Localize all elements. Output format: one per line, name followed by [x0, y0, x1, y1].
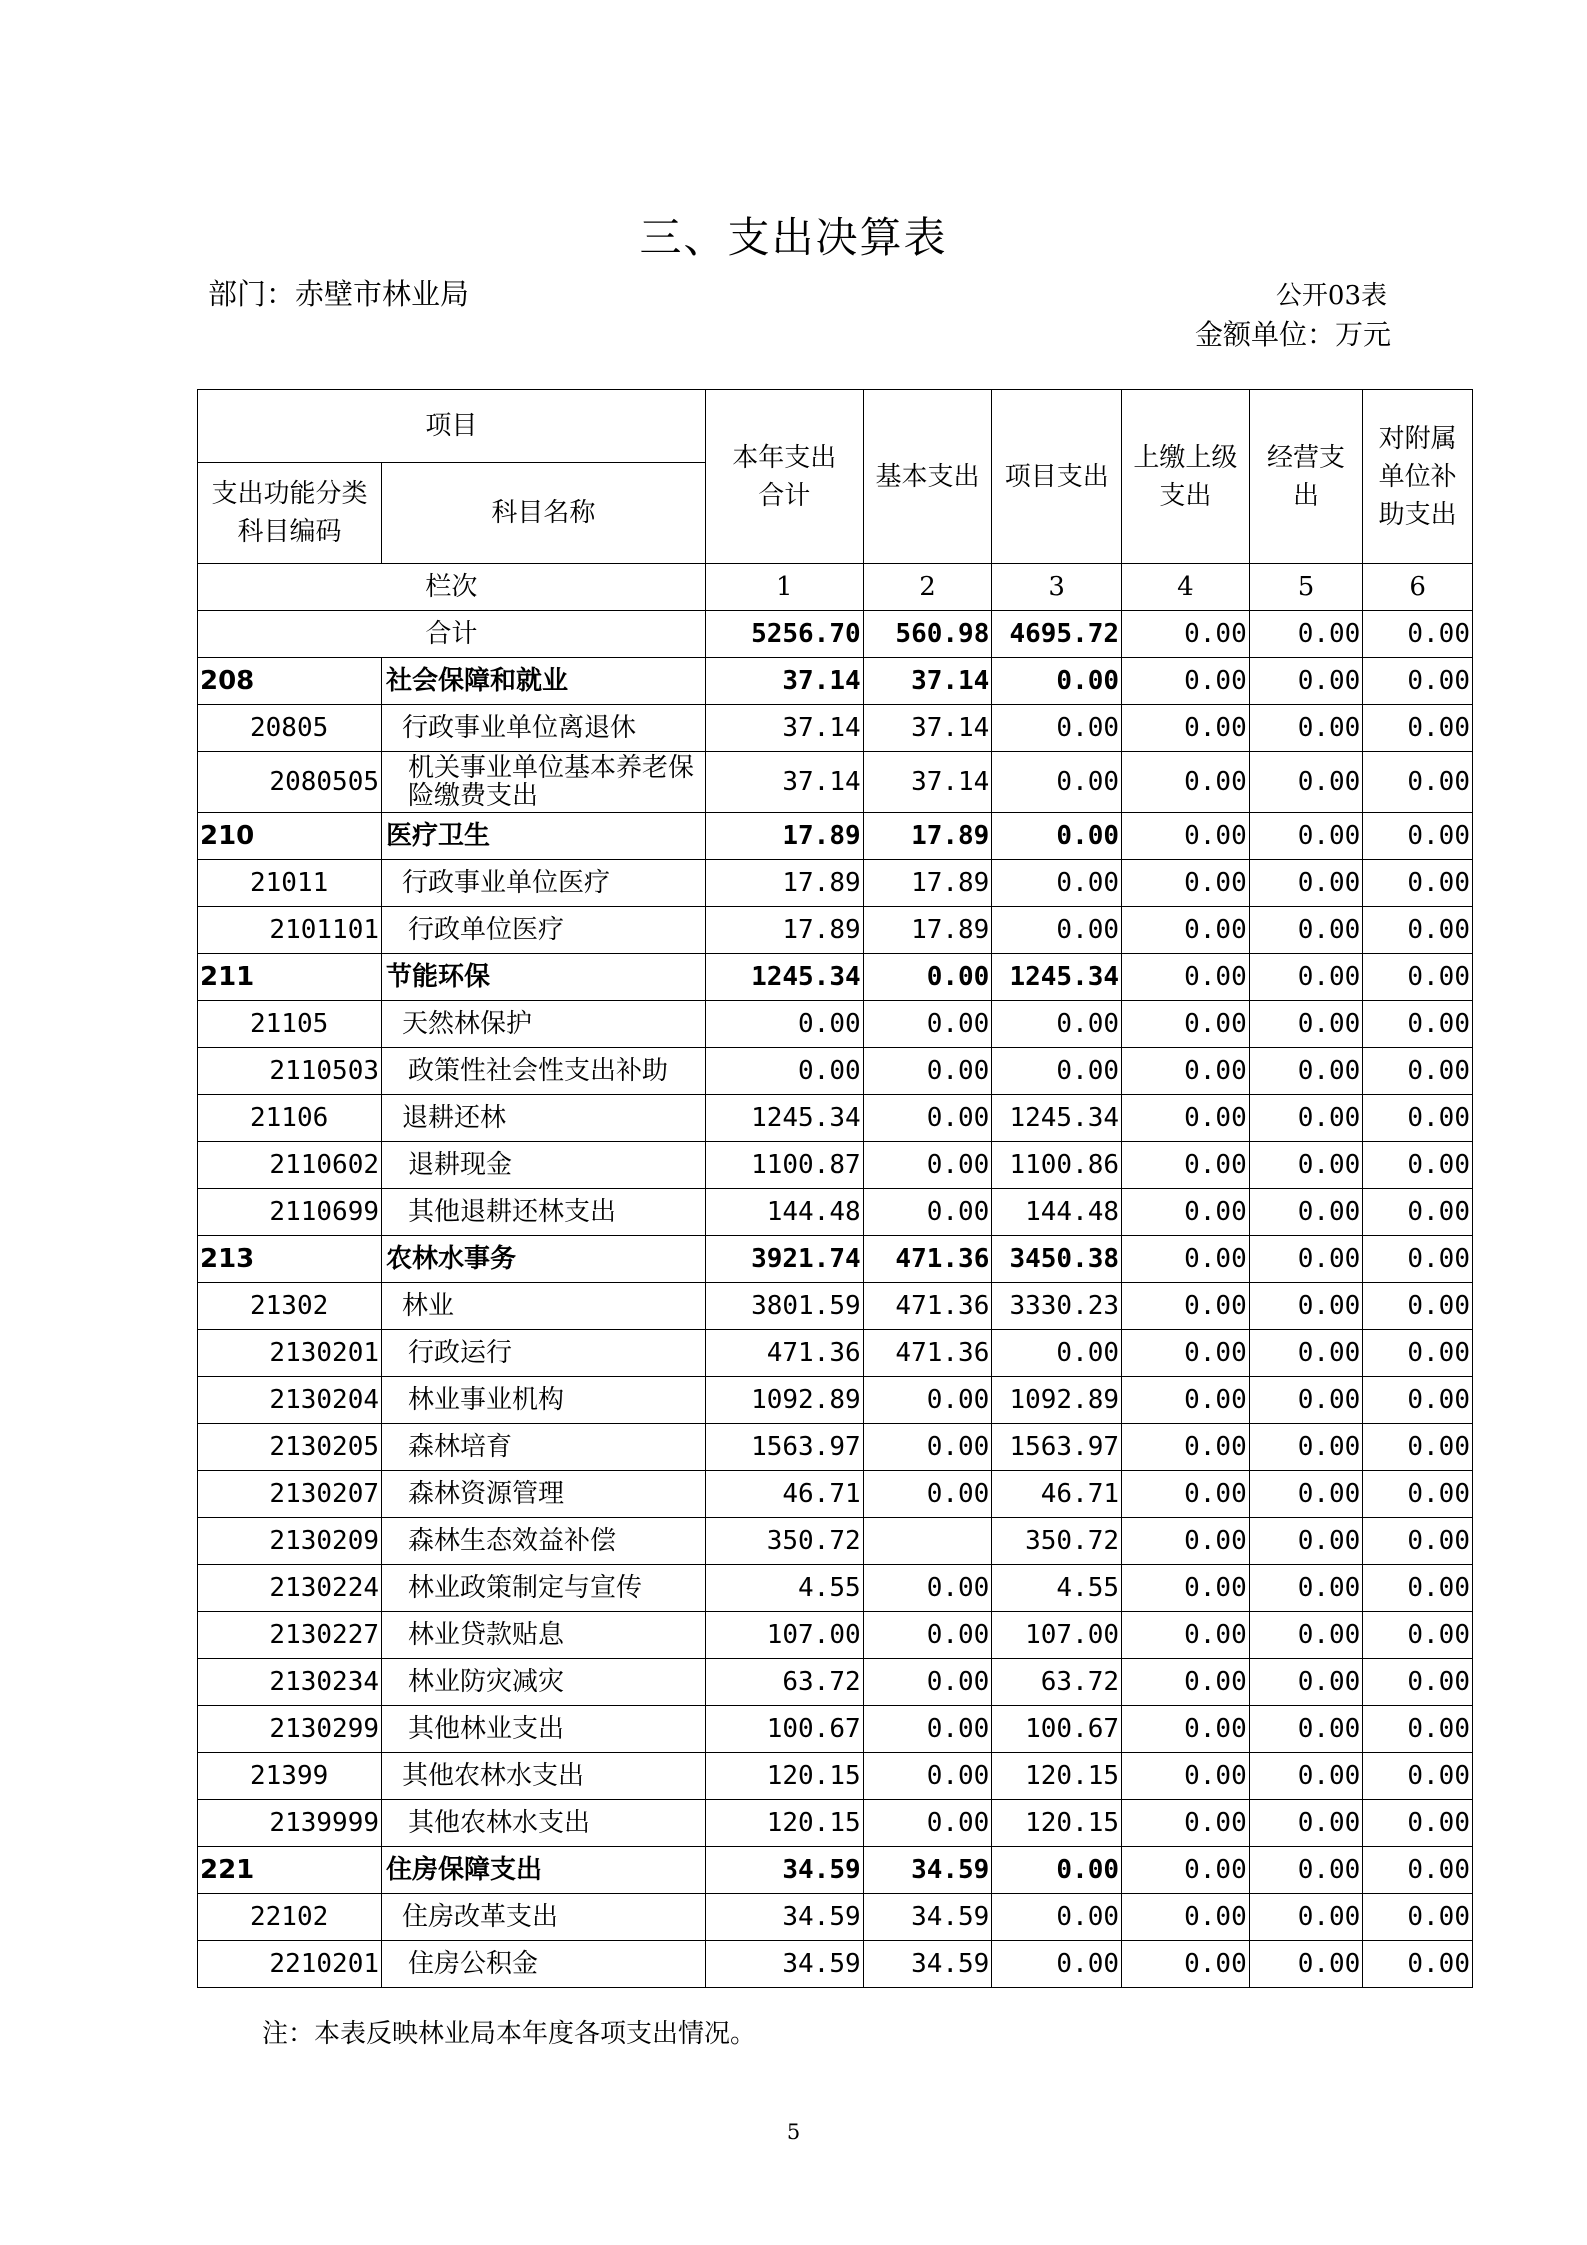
row-value: 0.00	[992, 1001, 1122, 1048]
row-value: 0.00	[1249, 954, 1363, 1001]
row-value: 1092.89	[992, 1377, 1122, 1424]
row-value: 0.00	[1363, 954, 1473, 1001]
row-value: 471.36	[863, 1236, 992, 1283]
row-code: 21302	[198, 1283, 382, 1330]
row-code: 21011	[198, 860, 382, 907]
table-note: 注：本表反映林业局本年度各项支出情况。	[262, 2019, 757, 2049]
row-value: 34.59	[705, 1894, 863, 1941]
row-name: 林业	[382, 1283, 706, 1330]
row-value: 34.59	[705, 1847, 863, 1894]
row-value: 0.00	[1249, 1800, 1363, 1847]
table-row	[198, 1001, 1473, 1048]
row-value: 0.00	[992, 1847, 1122, 1894]
column-number: 3	[992, 564, 1122, 611]
row-value: 0.00	[863, 1001, 992, 1048]
row-value: 471.36	[705, 1330, 863, 1377]
row-name: 政策性社会性支出补助	[382, 1048, 706, 1095]
row-value: 0.00	[1122, 1001, 1250, 1048]
form-number: 公开03表	[1275, 281, 1387, 311]
page-number: 5	[786, 2120, 801, 2144]
row-code: 2080505	[198, 752, 382, 813]
table-row	[198, 1048, 1473, 1095]
row-value: 0.00	[992, 813, 1122, 860]
row-value: 0.00	[1363, 1565, 1473, 1612]
table-row	[198, 1800, 1473, 1847]
row-value: 0.00	[863, 1471, 992, 1518]
table-row	[198, 1894, 1473, 1941]
row-value: 0.00	[1122, 1048, 1250, 1095]
row-value: 0.00	[1122, 1095, 1250, 1142]
row-value: 0.00	[1249, 1095, 1363, 1142]
row-value: 0.00	[1249, 1189, 1363, 1236]
row-value: 0.00	[992, 1941, 1122, 1988]
row-name: 退耕现金	[382, 1142, 706, 1189]
row-code: 2130201	[198, 1330, 382, 1377]
row-value: 0.00	[1249, 1330, 1363, 1377]
row-name: 行政事业单位离退休	[382, 705, 706, 752]
row-value: 0.00	[1363, 1894, 1473, 1941]
row-code: 21399	[198, 1753, 382, 1800]
row-value: 471.36	[863, 1330, 992, 1377]
table-row	[198, 1095, 1473, 1142]
row-value: 0.00	[1249, 860, 1363, 907]
row-value: 1245.34	[705, 1095, 863, 1142]
table-row	[198, 860, 1473, 907]
row-code: 2101101	[198, 907, 382, 954]
row-value: 3330.23	[992, 1283, 1122, 1330]
row-value: 0.00	[992, 1048, 1122, 1095]
row-code: 2110602	[198, 1142, 382, 1189]
row-value: 17.89	[705, 860, 863, 907]
table-row	[198, 1565, 1473, 1612]
row-code: 21105	[198, 1001, 382, 1048]
row-value: 37.14	[863, 752, 992, 813]
row-value: 0.00	[1363, 1283, 1473, 1330]
row-name: 医疗卫生	[382, 813, 706, 860]
header-project-expenditure: 项目支出	[992, 390, 1122, 564]
row-value: 1100.87	[705, 1142, 863, 1189]
row-value: 1563.97	[705, 1424, 863, 1471]
row-value: 0.00	[705, 1001, 863, 1048]
header-item: 项目	[198, 390, 706, 463]
row-value: 0.00	[1122, 1753, 1250, 1800]
column-number: 4	[1122, 564, 1250, 611]
row-value: 0.00	[1122, 860, 1250, 907]
row-value: 0.00	[1363, 1424, 1473, 1471]
row-value: 0.00	[1363, 860, 1473, 907]
row-value: 46.71	[992, 1471, 1122, 1518]
row-value: 471.36	[863, 1283, 992, 1330]
row-name: 其他林业支出	[382, 1706, 706, 1753]
department-label: 部门：赤壁市林业局	[208, 277, 470, 311]
row-value: 17.89	[863, 813, 992, 860]
table-row	[198, 1377, 1473, 1424]
header-operating-expenditure: 经营支出	[1249, 390, 1363, 564]
row-name: 其他农林水支出	[382, 1753, 706, 1800]
row-value: 0.00	[1363, 1330, 1473, 1377]
row-value: 0.00	[1249, 1706, 1363, 1753]
row-value: 37.14	[705, 705, 863, 752]
row-code: 208	[198, 658, 382, 705]
row-code: 2130209	[198, 1518, 382, 1565]
table-row	[198, 907, 1473, 954]
row-value: 3450.38	[992, 1236, 1122, 1283]
table-row	[198, 752, 1473, 813]
row-value: 0.00	[1122, 1142, 1250, 1189]
row-value: 17.89	[705, 813, 863, 860]
row-name: 森林培育	[382, 1424, 706, 1471]
row-value: 34.59	[863, 1941, 992, 1988]
header-total-expenditure: 本年支出合计	[705, 390, 863, 564]
row-value: 0.00	[1363, 1518, 1473, 1565]
header-basic-expenditure: 基本支出	[863, 390, 992, 564]
row-value: 0.00	[1249, 1048, 1363, 1095]
row-code: 2130224	[198, 1565, 382, 1612]
row-value: 46.71	[705, 1471, 863, 1518]
row-value: 0.00	[1363, 1706, 1473, 1753]
header-row-1	[198, 390, 1473, 463]
row-code: 20805	[198, 705, 382, 752]
total-cell: 0.00	[1249, 611, 1363, 658]
row-value: 144.48	[705, 1189, 863, 1236]
row-value: 17.89	[705, 907, 863, 954]
table-row	[198, 954, 1473, 1001]
row-value: 0.00	[1249, 1612, 1363, 1659]
row-name: 其他农林水支出	[382, 1800, 706, 1847]
column-number: 2	[863, 564, 992, 611]
row-value: 120.15	[705, 1800, 863, 1847]
row-value: 0.00	[1122, 1847, 1250, 1894]
row-value: 100.67	[992, 1706, 1122, 1753]
row-code: 22102	[198, 1894, 382, 1941]
row-value: 0.00	[863, 1377, 992, 1424]
row-value: 34.59	[863, 1894, 992, 1941]
row-value: 0.00	[1122, 1236, 1250, 1283]
row-value: 0.00	[1249, 1659, 1363, 1706]
table-row	[198, 1330, 1473, 1377]
row-value: 37.14	[705, 752, 863, 813]
row-value: 63.72	[705, 1659, 863, 1706]
row-value: 0.00	[1363, 1048, 1473, 1095]
row-value: 17.89	[863, 860, 992, 907]
column-number-row	[198, 564, 1473, 611]
lanci-label: 栏次	[198, 564, 706, 611]
table-row	[198, 658, 1473, 705]
table-row	[198, 1753, 1473, 1800]
row-value: 144.48	[992, 1189, 1122, 1236]
table-row	[198, 705, 1473, 752]
row-value: 17.89	[863, 907, 992, 954]
row-value: 37.14	[863, 658, 992, 705]
header-name: 科目名称	[382, 463, 706, 564]
row-value: 0.00	[1122, 1518, 1250, 1565]
row-value: 0.00	[1122, 1330, 1250, 1377]
total-label: 合计	[198, 611, 706, 658]
row-code: 2210201	[198, 1941, 382, 1988]
amount-unit-label: 金额单位：万元	[1194, 318, 1391, 351]
row-name: 林业防灾减灾	[382, 1659, 706, 1706]
row-value: 0.00	[1363, 1612, 1473, 1659]
row-value: 1245.34	[705, 954, 863, 1001]
row-value: 0.00	[863, 1706, 992, 1753]
row-code: 2130207	[198, 1471, 382, 1518]
row-name: 行政事业单位医疗	[382, 860, 706, 907]
row-value: 0.00	[1249, 1377, 1363, 1424]
row-name: 森林资源管理	[382, 1471, 706, 1518]
header-subsidiary-subsidy: 对附属单位补助支出	[1363, 390, 1473, 564]
row-value: 0.00	[1363, 1753, 1473, 1800]
row-value: 0.00	[1122, 1800, 1250, 1847]
row-value: 350.72	[992, 1518, 1122, 1565]
row-name: 行政运行	[382, 1330, 706, 1377]
row-value: 0.00	[1122, 1612, 1250, 1659]
row-name: 机关事业单位基本养老保险缴费支出	[382, 752, 706, 813]
row-value: 0.00	[1249, 1471, 1363, 1518]
total-cell: 4695.72	[992, 611, 1122, 658]
row-value: 0.00	[1249, 1001, 1363, 1048]
row-value: 0.00	[992, 658, 1122, 705]
row-value: 100.67	[705, 1706, 863, 1753]
row-value: 107.00	[705, 1612, 863, 1659]
row-value: 107.00	[992, 1612, 1122, 1659]
row-value: 0.00	[1122, 1941, 1250, 1988]
row-code: 2130227	[198, 1612, 382, 1659]
row-value: 0.00	[1363, 1001, 1473, 1048]
total-cell: 0.00	[1122, 611, 1250, 658]
row-value: 0.00	[863, 1612, 992, 1659]
row-value: 0.00	[1249, 1847, 1363, 1894]
row-value: 4.55	[992, 1565, 1122, 1612]
row-value: 0.00	[863, 1800, 992, 1847]
row-name: 行政单位医疗	[382, 907, 706, 954]
row-value: 0.00	[863, 1048, 992, 1095]
row-value: 0.00	[1363, 907, 1473, 954]
row-code: 21106	[198, 1095, 382, 1142]
row-value	[863, 1518, 992, 1565]
row-value: 0.00	[1122, 1659, 1250, 1706]
row-value: 0.00	[1122, 1894, 1250, 1941]
row-value: 0.00	[1363, 1847, 1473, 1894]
row-value: 1245.34	[992, 954, 1122, 1001]
row-value: 0.00	[1122, 907, 1250, 954]
row-code: 2139999	[198, 1800, 382, 1847]
row-value: 0.00	[863, 1142, 992, 1189]
table-row	[198, 1518, 1473, 1565]
row-value: 0.00	[1122, 1424, 1250, 1471]
row-value: 350.72	[705, 1518, 863, 1565]
row-value: 0.00	[863, 1659, 992, 1706]
total-cell: 560.98	[863, 611, 992, 658]
row-value: 120.15	[992, 1753, 1122, 1800]
row-value: 0.00	[1363, 1189, 1473, 1236]
row-name: 退耕还林	[382, 1095, 706, 1142]
row-value: 0.00	[863, 1753, 992, 1800]
row-value: 0.00	[1363, 1800, 1473, 1847]
row-value: 0.00	[1249, 907, 1363, 954]
row-name: 节能环保	[382, 954, 706, 1001]
row-name: 住房改革支出	[382, 1894, 706, 1941]
row-value: 0.00	[1249, 705, 1363, 752]
table-row	[198, 1236, 1473, 1283]
row-value: 0.00	[1249, 1894, 1363, 1941]
table-row	[198, 1706, 1473, 1753]
row-value: 0.00	[1122, 1706, 1250, 1753]
row-value: 0.00	[863, 954, 992, 1001]
row-value: 0.00	[1122, 1189, 1250, 1236]
row-value: 0.00	[1363, 705, 1473, 752]
row-code: 210	[198, 813, 382, 860]
row-value: 0.00	[992, 1894, 1122, 1941]
row-value: 3801.59	[705, 1283, 863, 1330]
row-value: 0.00	[992, 1330, 1122, 1377]
table-row	[198, 1142, 1473, 1189]
row-value: 0.00	[863, 1095, 992, 1142]
table-row	[198, 1189, 1473, 1236]
table-row	[198, 1659, 1473, 1706]
row-value: 0.00	[1122, 1565, 1250, 1612]
row-value: 0.00	[992, 705, 1122, 752]
table-row	[198, 1941, 1473, 1988]
row-value: 3921.74	[705, 1236, 863, 1283]
table-row	[198, 1424, 1473, 1471]
row-value: 1092.89	[705, 1377, 863, 1424]
table-row	[198, 1612, 1473, 1659]
row-value: 37.14	[705, 658, 863, 705]
row-value: 0.00	[863, 1424, 992, 1471]
row-name: 社会保障和就业	[382, 658, 706, 705]
row-value: 0.00	[863, 1189, 992, 1236]
header-code: 支出功能分类科目编码	[198, 463, 382, 564]
row-value: 0.00	[1249, 658, 1363, 705]
total-cell: 5256.70	[705, 611, 863, 658]
total-cell: 0.00	[1363, 611, 1473, 658]
row-value: 0.00	[863, 1565, 992, 1612]
row-value: 0.00	[1122, 752, 1250, 813]
row-code: 221	[198, 1847, 382, 1894]
row-value: 0.00	[1249, 813, 1363, 860]
row-code: 2110699	[198, 1189, 382, 1236]
row-value: 0.00	[992, 907, 1122, 954]
row-name: 农林水事务	[382, 1236, 706, 1283]
row-value: 0.00	[1122, 1471, 1250, 1518]
table-row	[198, 1847, 1473, 1894]
row-value: 0.00	[1249, 1424, 1363, 1471]
row-value: 1563.97	[992, 1424, 1122, 1471]
row-value: 0.00	[1249, 1283, 1363, 1330]
row-value: 0.00	[1363, 1941, 1473, 1988]
row-value: 0.00	[1249, 1565, 1363, 1612]
row-value: 0.00	[1249, 1518, 1363, 1565]
row-code: 2130204	[198, 1377, 382, 1424]
row-code: 2110503	[198, 1048, 382, 1095]
row-value: 0.00	[1122, 705, 1250, 752]
row-value: 0.00	[1363, 658, 1473, 705]
row-value: 63.72	[992, 1659, 1122, 1706]
column-number: 5	[1249, 564, 1363, 611]
row-value: 37.14	[863, 705, 992, 752]
row-code: 2130234	[198, 1659, 382, 1706]
row-value: 120.15	[992, 1800, 1122, 1847]
row-value: 0.00	[1122, 954, 1250, 1001]
row-name: 森林生态效益补偿	[382, 1518, 706, 1565]
row-value: 0.00	[1122, 813, 1250, 860]
row-value: 0.00	[992, 752, 1122, 813]
row-value: 0.00	[1122, 1377, 1250, 1424]
row-value: 0.00	[1363, 1142, 1473, 1189]
row-value: 0.00	[1249, 752, 1363, 813]
row-name: 住房公积金	[382, 1941, 706, 1988]
row-code: 213	[198, 1236, 382, 1283]
row-value: 0.00	[1249, 1753, 1363, 1800]
row-value: 0.00	[1363, 1471, 1473, 1518]
row-name: 林业事业机构	[382, 1377, 706, 1424]
row-name: 林业政策制定与宣传	[382, 1565, 706, 1612]
expenditure-table	[197, 389, 1473, 1988]
row-value: 0.00	[1363, 1659, 1473, 1706]
row-value: 0.00	[1363, 813, 1473, 860]
row-value: 0.00	[1249, 1236, 1363, 1283]
row-value: 1245.34	[992, 1095, 1122, 1142]
row-value: 0.00	[705, 1048, 863, 1095]
row-value: 0.00	[1363, 752, 1473, 813]
column-number: 6	[1363, 564, 1473, 611]
total-row	[198, 611, 1473, 658]
row-value: 0.00	[1363, 1095, 1473, 1142]
row-value: 34.59	[705, 1941, 863, 1988]
row-value: 34.59	[863, 1847, 992, 1894]
row-name: 住房保障支出	[382, 1847, 706, 1894]
page-title: 三、支出决算表	[639, 213, 948, 262]
row-value: 120.15	[705, 1753, 863, 1800]
row-value: 0.00	[1249, 1142, 1363, 1189]
row-name: 其他退耕还林支出	[382, 1189, 706, 1236]
row-value: 0.00	[1122, 1283, 1250, 1330]
table-row	[198, 813, 1473, 860]
row-value: 0.00	[1363, 1377, 1473, 1424]
row-value: 1100.86	[992, 1142, 1122, 1189]
header-remit-superior: 上缴上级支出	[1122, 390, 1250, 564]
row-name: 天然林保护	[382, 1001, 706, 1048]
row-code: 211	[198, 954, 382, 1001]
row-value: 0.00	[1122, 658, 1250, 705]
row-code: 2130205	[198, 1424, 382, 1471]
row-value: 0.00	[1363, 1236, 1473, 1283]
table-row	[198, 1471, 1473, 1518]
row-name: 林业贷款贴息	[382, 1612, 706, 1659]
column-number: 1	[705, 564, 863, 611]
row-value: 4.55	[705, 1565, 863, 1612]
row-code: 2130299	[198, 1706, 382, 1753]
row-value: 0.00	[1249, 1941, 1363, 1988]
table-row	[198, 1283, 1473, 1330]
row-value: 0.00	[992, 860, 1122, 907]
